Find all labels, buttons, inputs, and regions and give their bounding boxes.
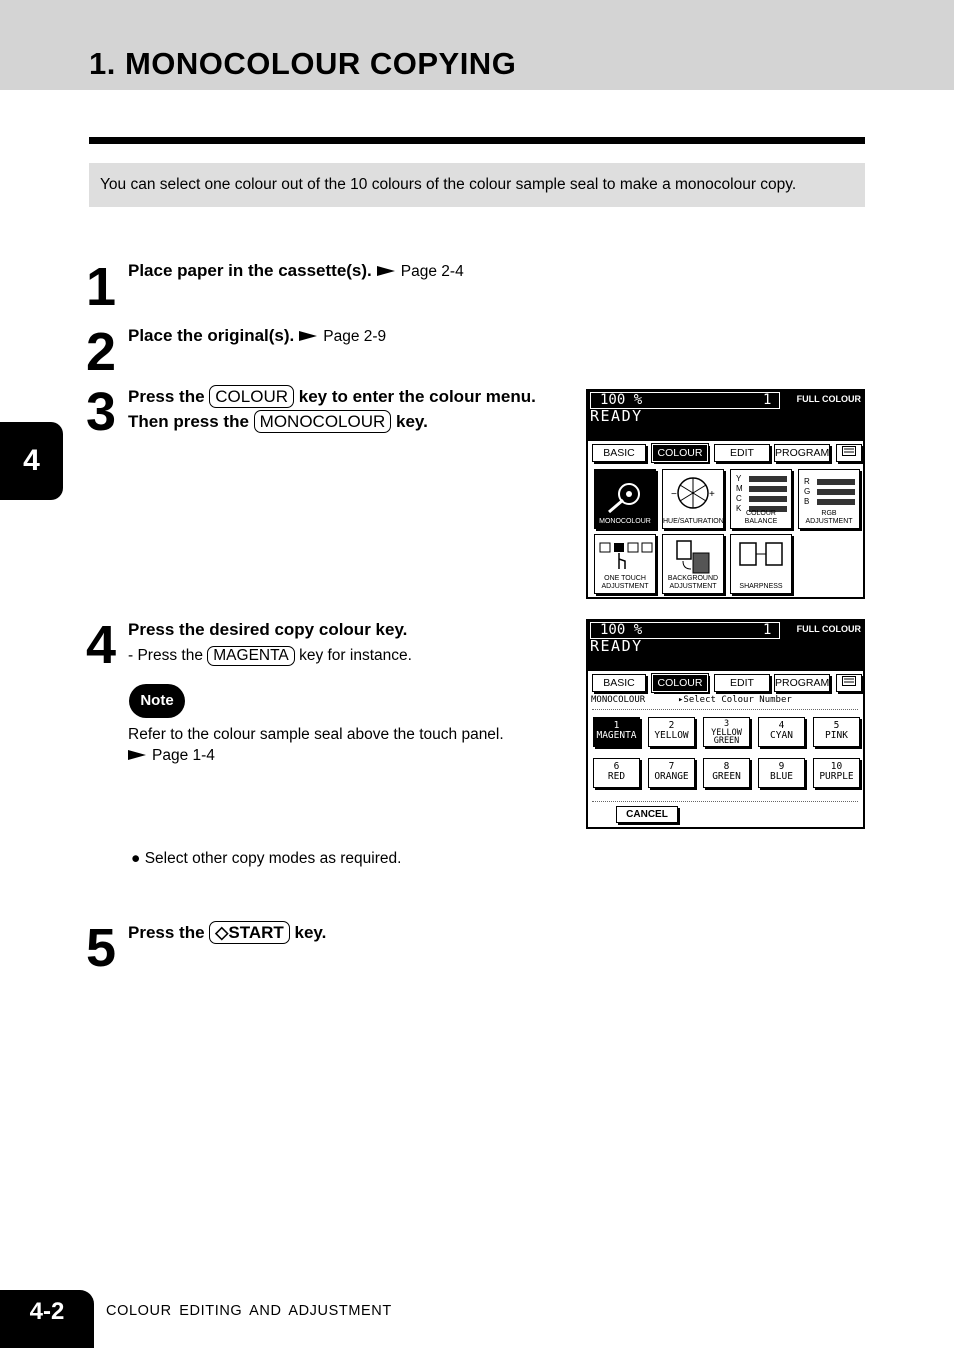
colour-button-10[interactable] (813, 758, 860, 788)
cancel-button[interactable]: CANCEL (616, 806, 678, 823)
colour-number: 10 (830, 761, 843, 772)
page-number: 4-2 (0, 1290, 94, 1348)
page-title: 1. MONOCOLOUR COPYING (89, 46, 517, 81)
colour-name: PINK (825, 730, 848, 741)
start-key (209, 921, 289, 944)
monocolour-icon (603, 476, 647, 516)
panel-tabs (590, 674, 862, 692)
colour-number: 2 (668, 720, 675, 731)
rgb-adjustment-button[interactable] (798, 469, 860, 529)
step-1-label: Place paper in the cassette(s). (128, 261, 372, 280)
start-icon: ◇ (215, 923, 229, 942)
note-ref (128, 746, 215, 766)
intro-box: You can select one colour out of the 10 colours of the colour sample seal to make a monocolour copy. (89, 163, 865, 207)
ymck-list (736, 474, 743, 514)
colour-button-6[interactable] (593, 758, 640, 788)
step-1-ref: Page 2-4 (400, 263, 464, 280)
step-1-text (128, 258, 464, 284)
tab-colour[interactable]: COLOUR (652, 674, 708, 692)
panel-divider (592, 801, 858, 802)
monocolour-label: MONOCOLOUR (591, 695, 646, 705)
title-rule (89, 137, 865, 144)
page-ref-arrow-icon (377, 266, 395, 276)
monocolour-key: MONOCOLOUR (254, 410, 392, 433)
copy-count: 1 (763, 622, 772, 638)
colour-number: 4 (778, 720, 785, 731)
colour-balance-button[interactable] (730, 469, 792, 529)
colour-name: GREEN (712, 771, 741, 782)
colour-name: BLUE (770, 771, 793, 782)
step-5-text (128, 920, 326, 945)
colour-button-1[interactable] (593, 717, 640, 747)
status-text: READY (590, 407, 643, 425)
rgb-list (804, 477, 810, 507)
colour-button-4[interactable] (758, 717, 805, 747)
step-4-sub-a: - Press the (128, 647, 203, 664)
sharpness-label: SHARPNESS (739, 583, 783, 590)
colour-button-5[interactable] (813, 717, 860, 747)
svg-text:−: − (671, 489, 677, 500)
one-touch-icon (597, 539, 653, 573)
start-key-label: START (228, 923, 284, 942)
step-4-sub (128, 646, 412, 666)
step-2-ref: Page 2-9 (323, 328, 387, 345)
rgb-r: R (804, 477, 810, 486)
ymck-c: C (736, 494, 742, 503)
panel-divider (592, 709, 858, 710)
one-touch-adjustment-button[interactable] (594, 534, 656, 594)
colour-number: 7 (668, 761, 675, 772)
bullet-text: Select other copy modes as required. (144, 850, 402, 867)
colour-name: RED (607, 771, 626, 782)
step-3-line1-a: Press the (128, 387, 205, 406)
background-adjustment-button[interactable] (662, 534, 724, 594)
background-adjustment-label: BACKGROUND ADJUSTMENT (667, 575, 719, 590)
colour-name: PURPLE (819, 771, 854, 782)
mode-indicator: FULL COLOUR (796, 394, 861, 404)
colour-button-2[interactable] (648, 717, 695, 747)
step-5-b: key. (294, 923, 327, 942)
balance-bars-icon (749, 475, 789, 515)
copy-count: 1 (763, 392, 772, 408)
keypad-icon (842, 676, 856, 686)
colour-number: 9 (778, 761, 785, 772)
one-touch-label: ONE TOUCH ADJUSTMENT (601, 575, 649, 590)
magenta-key: MAGENTA (207, 646, 295, 666)
ymck-k: K (736, 504, 742, 513)
tab-extra[interactable] (836, 674, 862, 692)
rgb-b: B (804, 497, 810, 506)
tab-colour[interactable]: COLOUR (652, 444, 708, 462)
keypad-icon (842, 446, 856, 456)
colour-number: 3 (723, 719, 730, 729)
rgb-adjustment-label: RGB ADJUSTMENT (805, 510, 853, 525)
mode-indicator: FULL COLOUR (796, 624, 861, 634)
step-4-text: Press the desired copy colour key. (128, 620, 408, 639)
status-text: READY (590, 637, 643, 655)
page-ref-arrow-icon (128, 750, 146, 760)
svg-text:+: + (709, 489, 715, 500)
ymck-y: Y (736, 474, 742, 483)
touch-panel-colour-menu (586, 389, 865, 599)
tab-basic[interactable]: BASIC (592, 444, 646, 462)
colour-name: ORANGE (654, 771, 689, 782)
hue-saturation-label: HUE/SATURATION (663, 518, 724, 525)
colour-balance-label: COLOUR BALANCE (744, 510, 778, 525)
colour-name: CYAN (770, 730, 793, 741)
step-3-line1-b: key to enter the colour menu. (298, 387, 536, 406)
zoom-readout: 100 % (600, 622, 643, 638)
panel-header (588, 621, 863, 671)
step-4-sub-b: key for instance. (299, 647, 412, 664)
colour-key: COLOUR (209, 385, 294, 408)
step-number-5: 5 (86, 918, 117, 978)
touch-panel-monocolour (586, 619, 865, 829)
rgb-g: G (804, 487, 811, 496)
tab-extra[interactable] (836, 444, 862, 462)
colour-number: 5 (833, 720, 840, 731)
colour-name: YELLOW (654, 730, 689, 741)
step-2-label: Place the original(s). (128, 326, 295, 345)
colour-name: MAGENTA (596, 730, 637, 741)
sharpness-button[interactable] (730, 534, 792, 594)
colour-name: YELLOW GREEN (711, 727, 742, 746)
tab-program[interactable]: PROGRAM (774, 674, 830, 692)
colour-button-8[interactable] (703, 758, 750, 788)
step-5-a: Press the (128, 923, 205, 942)
chapter-tab: 4 (0, 422, 63, 500)
step-3-line2-a: Then press the (128, 412, 249, 431)
colour-number: 1 (613, 720, 620, 731)
step-number-1: 1 (86, 257, 117, 317)
colour-button-3[interactable] (703, 717, 750, 747)
note-badge: Note (129, 684, 185, 718)
note-text: Refer to the colour sample seal above the touch panel. (128, 726, 504, 743)
colour-button-7[interactable] (648, 758, 695, 788)
step-number-4: 4 (86, 615, 117, 675)
section-name: COLOUR EDITING AND ADJUSTMENT (106, 1303, 392, 1319)
colour-number: 6 (613, 761, 620, 772)
select-prompt-text: Select Colour Number (683, 695, 792, 705)
colour-button-9[interactable] (758, 758, 805, 788)
step-3-line2-b: key. (396, 412, 428, 431)
zoom-readout: 100 % (600, 392, 643, 408)
background-icon (671, 539, 715, 575)
colour-wheel-icon (668, 473, 718, 513)
tab-basic[interactable]: BASIC (592, 674, 646, 692)
hue-saturation-button[interactable] (662, 469, 724, 529)
tab-program[interactable]: PROGRAM (774, 444, 830, 462)
monocolour-button-label: MONOCOLOUR (599, 518, 651, 525)
step-number-3: 3 (86, 382, 117, 442)
tab-edit[interactable]: EDIT (714, 674, 770, 692)
rgb-bars-icon (817, 478, 857, 510)
panel-tabs (590, 444, 862, 462)
note-ref-text: Page 1-4 (152, 747, 215, 764)
panel-header (588, 391, 863, 441)
ymck-m: M (736, 484, 743, 493)
bullet-note (131, 850, 401, 868)
sharpness-icon (736, 539, 786, 573)
page-ref-arrow-icon (299, 331, 317, 341)
bullet-icon: ● (131, 850, 141, 867)
colour-number: 8 (723, 761, 730, 772)
step-number-2: 2 (86, 322, 117, 382)
monocolour-button[interactable] (594, 469, 656, 529)
tab-edit[interactable]: EDIT (714, 444, 770, 462)
step-3-text (128, 384, 536, 434)
select-prompt: ▸Select Colour Number (678, 695, 792, 705)
step-2-text (128, 323, 386, 349)
